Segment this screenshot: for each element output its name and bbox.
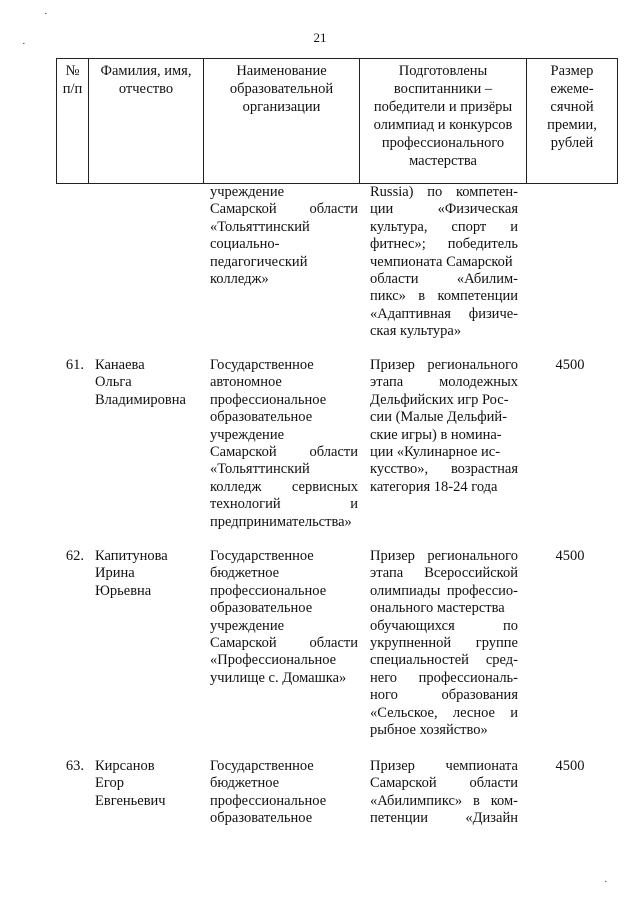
row-prize (370, 758, 518, 828)
text-line: бюджетное (210, 565, 280, 582)
word: ного (370, 687, 398, 704)
text-line (370, 288, 518, 305)
word: области (309, 201, 358, 218)
row-num: 63. (65, 758, 84, 774)
text-line: «Профессиональное (210, 652, 337, 669)
text-line: «Тольяттинский (210, 218, 310, 235)
text-line (370, 219, 518, 236)
row-org (210, 548, 358, 687)
word: фитнес»; (370, 236, 426, 253)
word: лесное (452, 704, 495, 721)
word: петенции (370, 810, 429, 827)
word: «Адаптивная (370, 305, 451, 322)
text-line (210, 444, 358, 461)
text-line (370, 618, 518, 635)
text-line: социально- (210, 236, 280, 253)
word: по (427, 184, 443, 200)
word: компетенции (437, 288, 518, 305)
text-line: «Тольяттинский (210, 461, 310, 478)
text-line: автономное (210, 374, 282, 391)
header-name: Фамилия, имя, отчество (100, 63, 192, 97)
word: этапа (370, 374, 404, 391)
scan-speck: · (22, 38, 26, 50)
row-name: Кирсанов Егор Евгеньевич (95, 758, 166, 809)
text-line: учреждение (210, 184, 285, 200)
word: области (309, 443, 358, 460)
text-line (370, 306, 518, 323)
row-org (210, 184, 358, 288)
text-line: образовательное (210, 409, 313, 426)
word: Всероссийской (424, 565, 518, 582)
text-line: образовательное (210, 810, 313, 827)
word: специальностей (370, 652, 469, 669)
table-border (617, 59, 618, 183)
text-line (370, 793, 518, 810)
text-line (370, 705, 518, 722)
word: молодежных (439, 374, 518, 391)
text-line (370, 687, 518, 704)
text-line (370, 635, 518, 652)
word: олимпиады (370, 582, 441, 599)
word: по (502, 617, 518, 634)
word: возрастная (450, 461, 518, 478)
word: в (473, 792, 480, 809)
row-num: 62. (65, 548, 84, 564)
word: пикс» (370, 288, 406, 305)
text-line (370, 565, 518, 582)
scan-speck: · (44, 8, 48, 20)
word: Самарской (370, 775, 437, 792)
text-line: ские игры) в номина- (370, 426, 502, 443)
header-prize: Подготовлены воспитанники – победители и призёры олимпиад и конкурсов профессионального мастерства (373, 63, 513, 169)
row-org (210, 758, 358, 828)
row-num: 61. (65, 357, 84, 373)
row-prize (370, 357, 518, 496)
text-line: сии (Малые Дельфий- (370, 409, 507, 426)
word: колледж (210, 478, 262, 495)
word: Призер (370, 357, 415, 373)
word: технологий (210, 496, 281, 513)
text-line: учреждение (210, 426, 285, 443)
text-line: колледж» (210, 270, 269, 287)
word: Призер (370, 548, 415, 564)
text-line: образовательное (210, 600, 313, 617)
text-line: Государственное (210, 548, 314, 564)
word: ции (370, 201, 394, 218)
text-line: чемпионата Самарской (370, 253, 513, 270)
word: компетен- (455, 184, 518, 200)
word: регионального (427, 548, 518, 564)
word: «Абилимпикс» (370, 792, 463, 809)
word: него (370, 669, 398, 686)
word: и (510, 704, 518, 721)
text-line: Дельфийских игр Рос- (370, 391, 509, 408)
word: «Дизайн (465, 810, 518, 827)
text-line: профессиональное (210, 792, 327, 809)
text-line (370, 758, 518, 775)
text-line (370, 271, 518, 288)
row-org (210, 357, 358, 531)
word: Призер (370, 758, 415, 774)
text-line (370, 184, 518, 201)
word: сред- (485, 652, 518, 669)
word: чемпионата (445, 758, 518, 774)
text-line: категория 18-24 года (370, 478, 498, 495)
word: сервисных (291, 478, 358, 495)
row-amount: 4500 (555, 758, 585, 774)
word: группе (475, 634, 518, 651)
text-line: педагогический (210, 253, 308, 270)
word: Самарской (210, 634, 277, 651)
word: области (309, 634, 358, 651)
text-line (370, 461, 518, 478)
header-amount: Размер ежеме- сячной премии, рублей (547, 63, 597, 151)
text-line (210, 479, 358, 496)
word: профессиональ- (418, 669, 518, 686)
text-line: ская культура» (370, 323, 462, 340)
word: области (469, 775, 518, 792)
word: профессио- (446, 582, 518, 599)
word: «Абилим- (456, 270, 518, 287)
word: обучающихся (370, 617, 455, 634)
word: и (350, 496, 358, 513)
row-name: Канаева Ольга Владимировна (95, 357, 186, 408)
word: регионального (427, 357, 518, 373)
word: в (418, 288, 426, 305)
text-line (210, 201, 358, 218)
word: этапа (370, 565, 404, 582)
text-line: онального мастерства (370, 600, 505, 617)
text-line (210, 635, 358, 652)
text-line (370, 201, 518, 218)
word: «Физическая (437, 201, 518, 218)
text-line (370, 583, 518, 600)
text-line (370, 652, 518, 669)
word: области (370, 270, 419, 287)
word: кусство», (370, 461, 429, 478)
word: Russia) (370, 184, 414, 200)
scan-speck: · (604, 876, 608, 888)
word: «Сельское, (370, 704, 438, 721)
row-amount: 4500 (555, 357, 585, 373)
row-name: Капитунова Ирина Юрьевна (95, 548, 168, 599)
text-line (370, 810, 518, 827)
header-org: Наименование образовательной организации (229, 63, 334, 115)
page-number: 21 (313, 30, 327, 45)
word: укрупненной (370, 634, 452, 651)
word: Самарской (210, 201, 277, 218)
text-line: ции «Кулинарное ис- (370, 443, 501, 460)
word: и (510, 218, 518, 235)
row-amount: 4500 (555, 548, 585, 564)
text-line: профессиональное (210, 391, 327, 408)
text-line (370, 374, 518, 391)
text-line: училище с. Домашка» (210, 669, 347, 686)
text-line: предпринимательства» (210, 513, 352, 530)
text-line: Государственное (210, 758, 314, 774)
word: спорт (451, 218, 487, 235)
text-line: профессиональное (210, 582, 327, 599)
word: ком- (490, 792, 518, 809)
row-prize (370, 184, 518, 341)
row-prize (370, 548, 518, 739)
table-header (56, 58, 618, 184)
word: культура, (370, 218, 428, 235)
text-line: Государственное (210, 357, 314, 373)
word: победитель (447, 236, 518, 253)
word: физиче- (468, 305, 518, 322)
text-line: бюджетное (210, 775, 280, 792)
text-line (370, 236, 518, 253)
word: образования (441, 687, 518, 704)
text-line (370, 775, 518, 792)
text-line (370, 548, 518, 565)
header-num: № п/п (62, 63, 83, 97)
word: Самарской (210, 443, 277, 460)
text-line (210, 496, 358, 513)
text-line: учреждение (210, 617, 285, 634)
text-line: рыбное хозяйство» (370, 721, 488, 738)
text-line (370, 357, 518, 374)
text-line (370, 670, 518, 687)
